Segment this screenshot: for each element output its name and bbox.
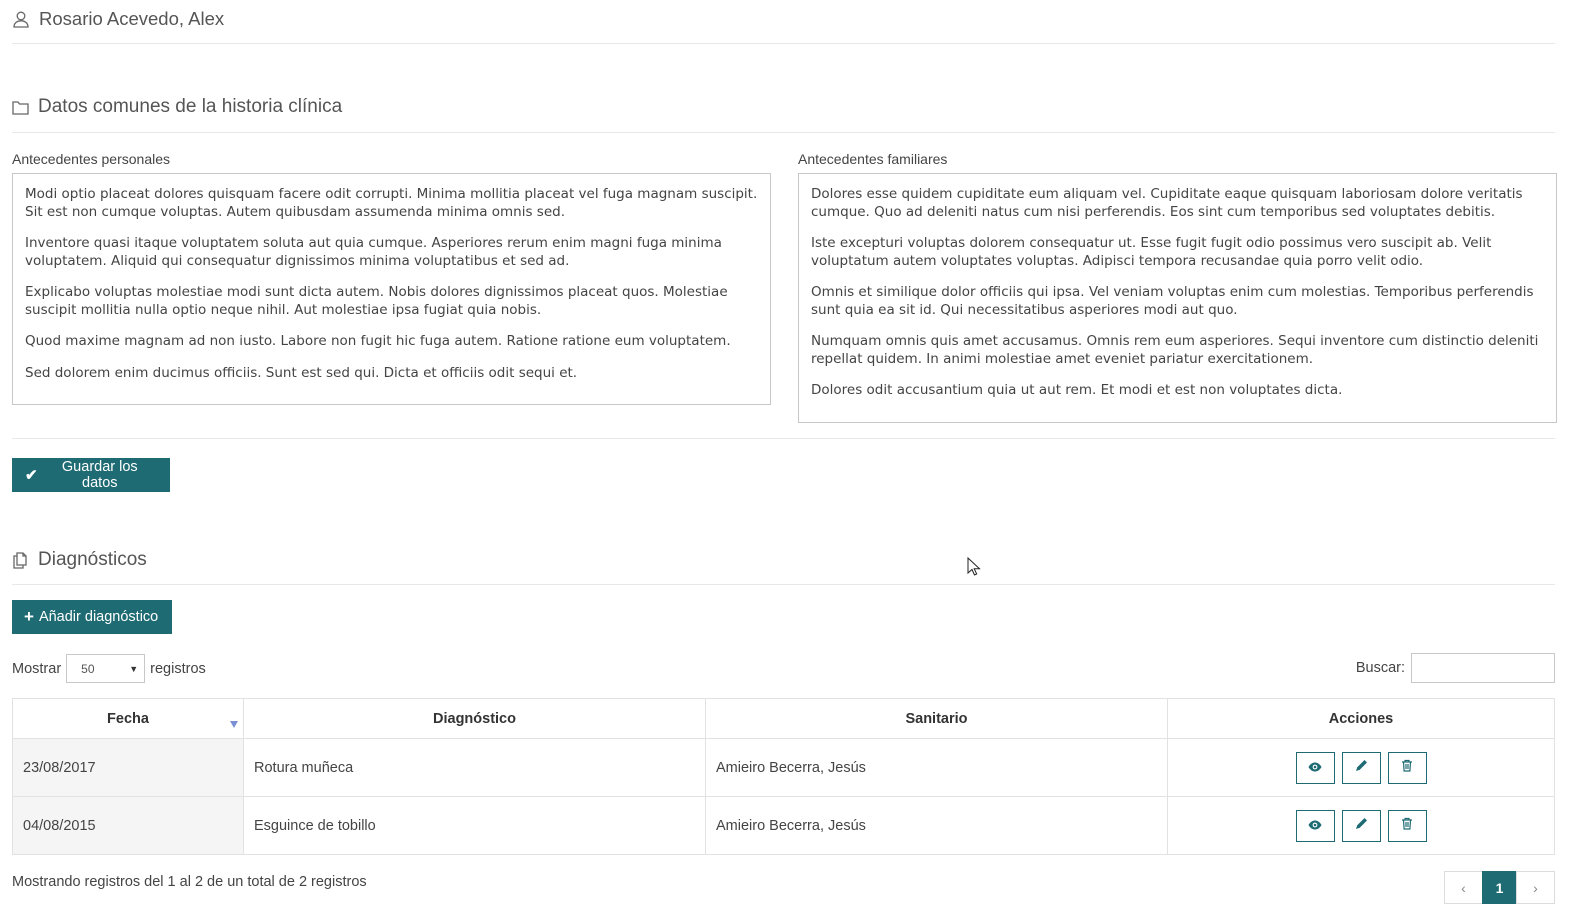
pagination-prev[interactable]: ‹ [1444, 871, 1483, 904]
plus-icon: + [24, 607, 34, 626]
chevron-down-icon: ▼ [129, 664, 139, 674]
column-header-label: Fecha [107, 710, 149, 727]
cell-acciones [1168, 797, 1555, 855]
folder-icon [12, 100, 29, 115]
textarea-paragraph: Sed dolorem enim ducimus officiis. Sunt est sed qui. Dicta et officiis odit sequi et. [25, 364, 578, 381]
table-row [13, 797, 1555, 855]
textarea-paragraph: Quod maxime magnam ad non iusto. Labore non fugit hic fuga autem. Ratione ratione eum voluptatem. [25, 333, 731, 349]
textarea-paragraph: Inventore quasi itaque voluptatem soluta aut quia cumque. Asperiores rerum enim magni fuga minima voluptatem. Aliquid qui consequatur dignissimos minima voluptatibus et sed ad. [25, 235, 722, 269]
cell-acciones [1168, 739, 1555, 797]
textarea-paragraph: Dolores esse quidem cupiditate eum aliquam vel. Cupiditate eaque quisquam laboriosam dolore veritatis cumque. Quo ad deleniti natus cum nisi perferendis. Eos sint cum temporibus sed voluptates debitis. [811, 186, 1523, 220]
cell-sanitario: Amieiro Becerra, Jesús [706, 797, 1168, 855]
save-button[interactable] [12, 458, 170, 492]
search-input[interactable] [1411, 653, 1555, 683]
textarea-paragraph: Omnis et similique dolor officiis qui ipsa. Vel veniam voluptas enim cum molestias. Temporibus perferendis sunt quia ea sit id. Qui necessitatibus asperiores modi aut quo. [811, 284, 1534, 318]
diagnostics-section-title [12, 549, 147, 571]
trash-icon [1401, 817, 1413, 834]
check-icon: ✔ [25, 467, 38, 484]
patient-header [12, 8, 224, 30]
cell-diagnostico: Rotura muñeca [244, 739, 706, 797]
delete-button[interactable] [1388, 752, 1427, 784]
divider [12, 132, 1555, 133]
history-section-title [12, 96, 342, 118]
view-button[interactable] [1296, 752, 1335, 784]
table-header-row [13, 699, 1555, 739]
personal-history-textarea[interactable] [12, 173, 771, 405]
add-diagnosis-button[interactable] [12, 600, 172, 634]
column-header-fecha[interactable] [13, 699, 244, 739]
column-header-label: Acciones [1328, 710, 1394, 727]
eye-icon [1308, 760, 1322, 776]
textarea-paragraph: Iste excepturi voluptas dolorem consequatur ut. Esse fugit fugit odio possimus vero suscipit ab. Velit voluptatum autem voluptates voluptas. Adipisci tempora recusandae quia porro velit odio. [811, 235, 1492, 269]
length-prefix: Mostrar [12, 660, 62, 677]
patient-name: Rosario Acevedo, Alex [39, 8, 225, 29]
copy-icon [12, 552, 29, 569]
column-header-acciones [1168, 699, 1555, 739]
sort-desc-icon [230, 721, 238, 728]
search-label: Buscar: [1355, 660, 1405, 676]
textarea-paragraph: Numquam omnis quis amet accusamus. Omnis rem eum asperiores. Sequi inventore cum distinctio deleniti repellat quidem. In animi molestiae amet eveniet pariatur exercitationem. [811, 333, 1539, 367]
table-length-control [12, 654, 206, 683]
add-diagnosis-label: Añadir diagnóstico [38, 609, 159, 625]
pencil-icon [1355, 759, 1368, 776]
pagination-next[interactable]: › [1516, 871, 1555, 904]
diagnostics-table [12, 698, 1555, 855]
cell-fecha: 04/08/2015 [13, 797, 244, 855]
save-button-label: Guardar los datos [61, 459, 138, 491]
trash-icon [1401, 759, 1413, 776]
textarea-paragraph: Dolores odit accusantium quia ut aut rem. Et modi et est non voluptates dicta. [811, 382, 1343, 398]
page-length-value: 50 [81, 661, 95, 676]
view-button[interactable] [1296, 810, 1335, 842]
pagination-page-1[interactable]: 1 [1482, 871, 1517, 904]
column-header-label: Diagnóstico [433, 710, 516, 727]
textarea-paragraph: Explicabo voluptas molestiae modi sunt dicta autem. Nobis dolores dignissimos placeat quos. Molestiae suscipit mollitia nulla optio neque nihil. Aut molestiae ipsa fugiat quia nobis. [25, 284, 728, 318]
mouse-cursor-icon [967, 557, 981, 580]
edit-button[interactable] [1342, 752, 1381, 784]
family-history-textarea[interactable] [798, 173, 1557, 423]
history-title-text: Datos comunes de la historia clínica [38, 96, 343, 117]
delete-button[interactable] [1388, 810, 1427, 842]
family-history-label: Antecedentes familiares [798, 151, 948, 167]
column-header-sanitario[interactable] [706, 699, 1168, 739]
eye-icon [1308, 818, 1322, 834]
divider [12, 584, 1555, 585]
length-suffix: registros [150, 660, 206, 677]
cell-fecha: 23/08/2017 [13, 739, 244, 797]
user-icon [12, 10, 30, 28]
table-row [13, 739, 1555, 797]
column-header-label: Sanitario [905, 710, 968, 727]
diagnostics-title-text: Diagnósticos [38, 549, 147, 570]
table-search [1356, 653, 1555, 683]
table-info: Mostrando registros del 1 al 2 de un total de 2 registros [12, 874, 367, 890]
personal-history-label: Antecedentes personales [12, 151, 170, 167]
page-length-select[interactable] [66, 654, 145, 683]
textarea-paragraph: Modi optio placeat dolores quisquam facere odit corrupti. Minima mollitia placeat vel fuga magnam suscipit. Sit est non cumque voluptas. Autem quibusdam assumenda minima omnis sed. [25, 186, 758, 220]
edit-button[interactable] [1342, 810, 1381, 842]
cell-diagnostico: Esguince de tobillo [244, 797, 706, 855]
divider [12, 438, 1555, 439]
column-header-diagnostico[interactable] [244, 699, 706, 739]
pencil-icon [1355, 817, 1368, 834]
divider [12, 43, 1555, 44]
cell-sanitario: Amieiro Becerra, Jesús [706, 739, 1168, 797]
pagination [1445, 871, 1555, 904]
